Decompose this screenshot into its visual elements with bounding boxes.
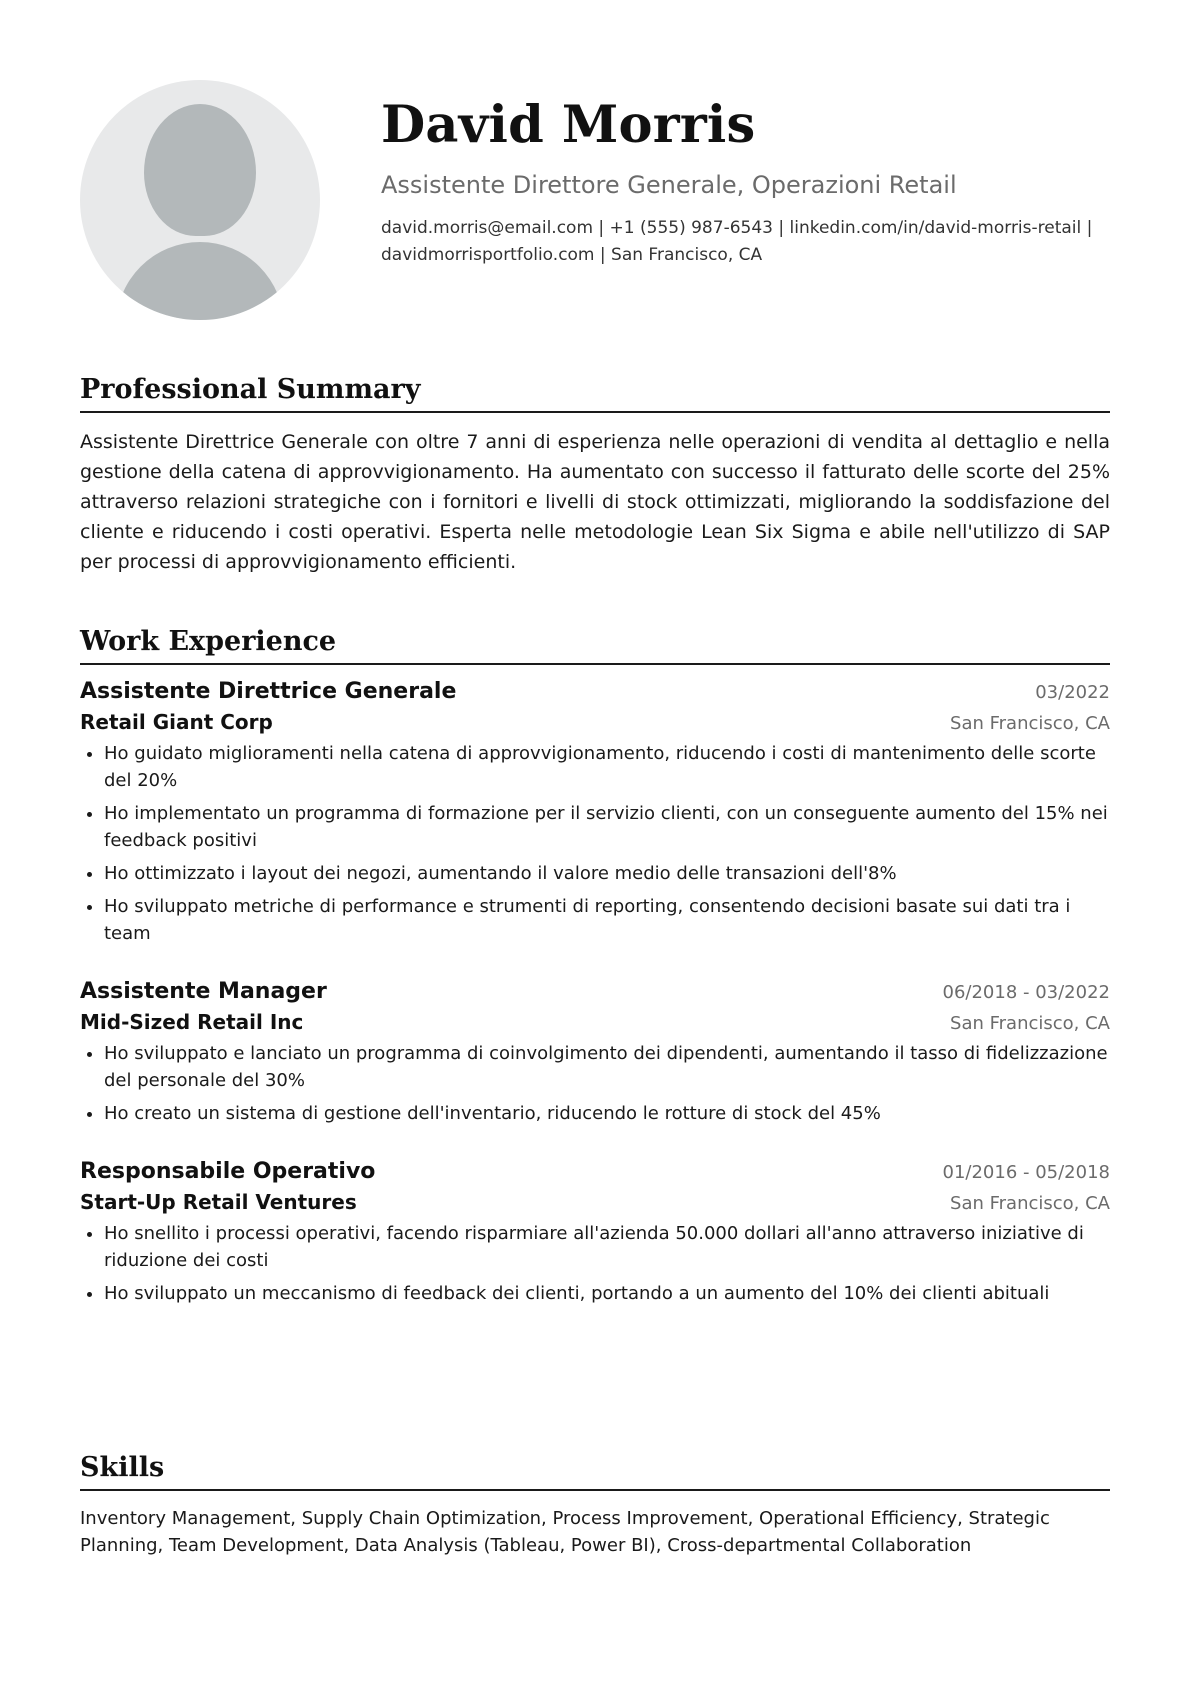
job-bullet: [80, 893, 1110, 947]
job-bullets: [80, 1040, 1110, 1127]
candidate-title: Assistente Direttore Generale, Operazioni Retail: [381, 171, 957, 199]
job-bullet: [80, 1280, 1110, 1307]
contact-info: david.morris@email.com | +1 (555) 987-6543 | linkedin.com/in/david-morris-retail | davidmorrisportfolio.com | San Francisco, CA: [381, 218, 1093, 265]
bullet-text: Ho sviluppato e lanciato un programma di coinvolgimento dei dipendenti, aumentando il tasso di fidelizzazione del personale del 30%: [104, 1043, 1108, 1091]
skills-heading: Skills: [80, 1452, 1110, 1491]
bullet-dot-icon: [87, 1292, 92, 1297]
bullet-dot-icon: [87, 1232, 92, 1237]
job-role: Responsabile Operativo: [80, 1159, 376, 1184]
summary-section: [80, 374, 1110, 577]
job-bullet: [80, 800, 1110, 854]
bullet-text: Ho guidato miglioramenti nella catena di approvvigionamento, riducendo i costi di mantenimento delle scorte del 20%: [104, 743, 1096, 791]
bullet-dot-icon: [87, 1052, 92, 1057]
job-company: Start-Up Retail Ventures: [80, 1190, 357, 1214]
avatar-placeholder-icon: [80, 80, 320, 320]
bullet-dot-icon: [87, 752, 92, 757]
bullet-dot-icon: [87, 905, 92, 910]
job-bullet: [80, 860, 1110, 887]
summary-text: Assistente Direttrice Generale con oltre 7 anni di esperienza nelle operazioni di vendita al dettaglio e nella gestione della catena di approvvigionamento. Ha aumentato con successo il fatturato delle scorte del 25% attraverso relazioni strategiche con i fornitori e livelli di stock ottimizzati, migliorando la soddisfazione del cliente e riducendo i costi operativi. Esperta nelle metodologie Lean Six Sigma e abile nell'utilizzo di SAP per processi di approvvigionamento efficienti.: [80, 431, 1110, 573]
job-bullet: [80, 1220, 1110, 1274]
job-entry: [80, 1159, 1110, 1307]
bullet-text: Ho sviluppato metriche di performance e strumenti di reporting, consentendo decisioni basate sui dati tra i team: [104, 896, 1071, 944]
job-bullets: [80, 1220, 1110, 1307]
experience-section: [80, 626, 1110, 1313]
avatar-head-shape: [144, 104, 256, 236]
job-location: San Francisco, CA: [950, 1013, 1110, 1034]
resume-header: [80, 80, 1110, 320]
bullet-dot-icon: [87, 1112, 92, 1117]
job-role: Assistente Manager: [80, 979, 327, 1004]
job-location: San Francisco, CA: [950, 1193, 1110, 1214]
bullet-text: Ho creato un sistema di gestione dell'inventario, riducendo le rotture di stock del 45%: [104, 1103, 881, 1124]
job-bullets: [80, 740, 1110, 947]
bullet-dot-icon: [87, 812, 92, 817]
skills-text: Inventory Management, Supply Chain Optimization, Process Improvement, Operational Efficiency, Strategic Planning, Team Development, Data Analysis (Tableau, Power BI), Cross-departmental Collaboration: [80, 1508, 1050, 1556]
job-company: Mid-Sized Retail Inc: [80, 1010, 304, 1034]
avatar-body-shape: [116, 242, 284, 320]
job-location: San Francisco, CA: [950, 713, 1110, 734]
candidate-name: David Morris: [381, 95, 756, 155]
job-entry: [80, 679, 1110, 947]
summary-heading: Professional Summary: [80, 374, 1110, 413]
bullet-dot-icon: [87, 872, 92, 877]
job-bullet: [80, 740, 1110, 794]
skills-section: [80, 1452, 1110, 1559]
job-date: 03/2022: [1035, 682, 1110, 703]
job-role: Assistente Direttrice Generale: [80, 679, 457, 704]
header-text: [381, 80, 1110, 269]
job-bullet: [80, 1040, 1110, 1094]
job-company: Retail Giant Corp: [80, 710, 273, 734]
job-date: 06/2018 - 03/2022: [942, 982, 1110, 1003]
job-date: 01/2016 - 05/2018: [942, 1162, 1110, 1183]
bullet-text: Ho sviluppato un meccanismo di feedback dei clienti, portando a un aumento del 10% dei clienti abituali: [104, 1283, 1050, 1304]
experience-heading: Work Experience: [80, 626, 1110, 665]
bullet-text: Ho ottimizzato i layout dei negozi, aumentando il valore medio delle transazioni dell'8%: [104, 863, 897, 884]
bullet-text: Ho snellito i processi operativi, facendo risparmiare all'azienda 50.000 dollari all'anno attraverso iniziative di riduzione dei costi: [104, 1223, 1084, 1271]
job-bullet: [80, 1100, 1110, 1127]
bullet-text: Ho implementato un programma di formazione per il servizio clienti, con un conseguente aumento del 15% nei feedback positivi: [104, 803, 1108, 851]
job-entry: [80, 979, 1110, 1127]
